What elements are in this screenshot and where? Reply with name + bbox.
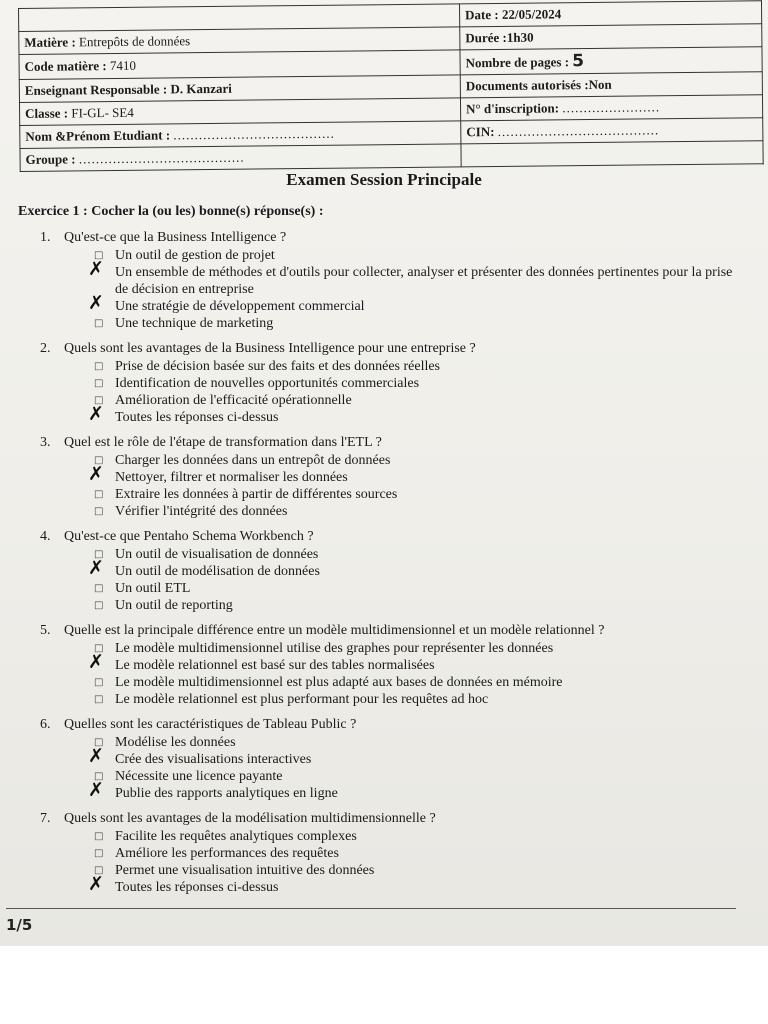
code-label: Code matière :: [24, 58, 107, 74]
checkbox-icon[interactable]: □: [94, 549, 104, 560]
question-text: [40, 811, 740, 827]
answer-option[interactable]: [40, 315, 740, 332]
handwritten-check-icon[interactable]: ✗: [88, 873, 104, 895]
duree-label: Durée :: [465, 29, 507, 46]
option-label: Le modèle multidimensionnel est plus adapté aux bases de données en mémoire: [115, 675, 563, 690]
answer-option[interactable]: [40, 463, 740, 486]
option-label: Une technique de marketing: [115, 316, 274, 331]
cin-label: CIN:: [466, 124, 495, 140]
answer-option[interactable]: [40, 779, 740, 802]
answer-option[interactable]: [40, 691, 740, 708]
question-number: 2.: [40, 341, 51, 356]
handwritten-check-icon[interactable]: ✗: [88, 292, 104, 314]
option-label: Le modèle relationnel est basé sur des tables normalisées: [115, 658, 435, 673]
documents-label: Documents autorisés :: [465, 77, 589, 94]
answer-option[interactable]: [40, 503, 740, 520]
checkbox-icon[interactable]: □: [94, 600, 104, 611]
question-number: 5.: [40, 623, 51, 638]
option-label: Un ensemble de méthodes et d'outils pour collecter, analyser et présenter des données pertinentes pour la prise de décision en entreprise: [115, 265, 733, 297]
question-number: 1.: [40, 230, 51, 245]
groupe-row: [20, 144, 461, 172]
question-text: [40, 623, 740, 639]
code-value: 7410: [109, 57, 136, 74]
answer-option[interactable]: [40, 828, 740, 845]
inscription-cell: [460, 95, 762, 121]
answer-option[interactable]: [40, 403, 740, 426]
handwritten-check-icon[interactable]: ✗: [88, 651, 104, 673]
question-6: [40, 717, 740, 802]
option-label: Permet une visualisation intuitive des données: [115, 863, 375, 878]
answer-option[interactable]: [40, 862, 740, 879]
documents-cell: [460, 72, 762, 98]
question-label: Quels sont les avantages de la Business Intelligence pour une entreprise ?: [64, 341, 476, 356]
question-label: Qu'est-ce que Pentaho Schema Workbench ?: [64, 529, 314, 544]
question-number: 3.: [40, 435, 51, 450]
page-number: 1/5: [6, 916, 33, 934]
question-text: [40, 230, 740, 246]
option-label: Modélise les données: [115, 735, 236, 750]
option-label: Facilite les requêtes analytiques complexes: [115, 829, 357, 844]
question-label: Quelle est la principale différence entre un modèle multidimensionnel et un modèle relationnel ?: [64, 623, 605, 638]
question-text: [40, 717, 740, 733]
question-label: Qu'est-ce que la Business Intelligence ?: [64, 230, 287, 245]
checkbox-icon[interactable]: □: [94, 455, 104, 466]
groupe-label: Groupe :: [25, 151, 76, 167]
answer-option[interactable]: [40, 597, 740, 614]
checkbox-icon[interactable]: □: [94, 378, 104, 389]
exam-title: Examen Session Principale: [286, 170, 482, 189]
option-label: Un outil ETL: [115, 581, 191, 596]
documents-value: Non: [588, 76, 612, 93]
answer-option[interactable]: [40, 768, 740, 785]
answer-option[interactable]: [40, 845, 740, 862]
duree-cell: [460, 24, 762, 50]
classe-value: FI-GL- SE4: [71, 104, 134, 121]
checkbox-icon[interactable]: □: [94, 694, 104, 705]
classe-label: Classe :: [25, 105, 69, 121]
answer-option[interactable]: [40, 580, 740, 597]
checkbox-icon[interactable]: □: [94, 831, 104, 842]
answer-option[interactable]: [40, 640, 740, 657]
question-7: [40, 811, 740, 896]
handwritten-check-icon[interactable]: ✗: [88, 258, 104, 280]
option-label: Une stratégie de développement commercial: [115, 299, 365, 314]
checkbox-icon[interactable]: □: [94, 318, 104, 329]
answer-option[interactable]: [40, 557, 740, 580]
answer-option[interactable]: [40, 358, 740, 375]
question-label: Quel est le rôle de l'étape de transformation dans l'ETL ?: [64, 435, 382, 450]
checkbox-icon[interactable]: □: [94, 737, 104, 748]
date-label: Date :: [465, 6, 499, 23]
checkbox-icon[interactable]: □: [94, 395, 104, 406]
matiere-label: Matière :: [24, 34, 76, 50]
pages-cell: [460, 47, 762, 75]
answer-option[interactable]: [40, 258, 740, 298]
option-label: Prise de décision basée sur des faits et des données réelles: [115, 359, 441, 374]
option-label: Améliore les performances des requêtes: [115, 846, 339, 861]
option-label: Un outil de gestion de projet: [115, 248, 275, 263]
question-3: [40, 435, 740, 520]
footer-divider: [6, 908, 736, 909]
option-label: Publie des rapports analytiques en ligne: [115, 786, 338, 801]
answer-option[interactable]: [40, 486, 740, 503]
duree-value: 1h30: [506, 29, 534, 45]
answer-option[interactable]: [40, 674, 740, 691]
checkbox-icon[interactable]: □: [94, 865, 104, 876]
answer-option[interactable]: [40, 292, 740, 315]
question-4: [40, 529, 740, 614]
question-2: [40, 341, 740, 426]
checkbox-icon[interactable]: □: [94, 848, 104, 859]
exercise-title: Exercice 1 : Cocher la (ou les) bonne(s) réponse(s) :: [18, 204, 324, 219]
option-label: Nettoyer, filtrer et normaliser les données: [115, 470, 348, 485]
handwritten-check-icon[interactable]: ✗: [88, 557, 104, 579]
checkbox-icon[interactable]: □: [94, 677, 104, 688]
option-label: Extraire les données à partir de différentes sources: [115, 487, 398, 502]
cin-cell: [461, 118, 763, 144]
handwritten-check-icon[interactable]: ✗: [88, 745, 104, 767]
option-label: Un outil de modélisation de données: [115, 564, 320, 579]
date-value: 22/05/2024: [501, 6, 562, 22]
question-label: Quels sont les avantages de la modélisation multidimensionnelle ?: [64, 811, 436, 826]
option-label: Un outil de visualisation de données: [115, 547, 319, 562]
date-cell: [459, 1, 761, 27]
checkbox-icon[interactable]: □: [94, 361, 104, 372]
enseignant-value: D. Kanzari: [170, 80, 232, 97]
answer-option[interactable]: [40, 745, 740, 768]
checkbox-icon[interactable]: □: [94, 506, 104, 517]
nom-dots: ......................................: [173, 125, 335, 143]
question-text: [40, 341, 740, 357]
answer-option[interactable]: [40, 452, 740, 469]
header-table: [18, 0, 764, 172]
checkbox-icon[interactable]: □: [94, 489, 104, 500]
answer-option[interactable]: [40, 247, 740, 264]
question-text: [40, 529, 740, 545]
answer-option[interactable]: [40, 873, 740, 896]
option-label: Le modèle multidimensionnel utilise des graphes pour représenter les données: [115, 641, 554, 656]
option-label: Vérifier l'intégrité des données: [115, 504, 288, 519]
option-label: Amélioration de l'efficacité opérationnelle: [115, 393, 352, 408]
option-label: Identification de nouvelles opportunités commerciales: [115, 376, 420, 391]
empty-cell: [461, 141, 763, 167]
answer-option[interactable]: [40, 651, 740, 674]
option-label: Charger les données dans un entrepôt de données: [115, 453, 391, 468]
question-number: 7.: [40, 811, 51, 826]
pages-value: 5: [572, 51, 585, 72]
matiere-value: Entrepôts de données: [78, 33, 191, 50]
checkbox-icon[interactable]: □: [94, 583, 104, 594]
enseignant-label: Enseignant Responsable :: [24, 81, 168, 98]
option-label: Toutes les réponses ci-dessus: [115, 880, 279, 895]
handwritten-check-icon[interactable]: ✗: [88, 463, 104, 485]
answer-option[interactable]: [40, 546, 740, 563]
question-5: [40, 623, 740, 708]
checkbox-icon[interactable]: □: [94, 771, 104, 782]
cin-dots: ......................................: [497, 122, 660, 139]
answer-option[interactable]: [40, 375, 740, 392]
question-label: Quelles sont les caractéristiques de Tableau Public ?: [64, 717, 357, 732]
option-label: Un outil de reporting: [115, 598, 233, 613]
option-label: Nécessite une licence payante: [115, 769, 283, 784]
questions-list: [40, 230, 740, 905]
question-number: 4.: [40, 529, 51, 544]
question-number: 6.: [40, 717, 51, 732]
question-text: [40, 435, 740, 451]
option-label: Toutes les réponses ci-dessus: [115, 410, 279, 425]
checkbox-icon[interactable]: □: [94, 643, 104, 654]
nom-label: Nom &Prénom Etudiant :: [25, 127, 171, 144]
option-label: Le modèle relationnel est plus performant pour les requêtes ad hoc: [115, 692, 489, 707]
inscription-dots: .......................: [562, 99, 661, 116]
pages-label: Nombre de pages :: [465, 54, 570, 71]
question-1: [40, 230, 740, 332]
handwritten-check-icon[interactable]: ✗: [88, 403, 104, 425]
handwritten-check-icon[interactable]: ✗: [88, 779, 104, 801]
answer-option[interactable]: [40, 734, 740, 751]
inscription-label: N° d'inscription:: [466, 100, 560, 117]
option-label: Crée des visualisations interactives: [115, 752, 312, 767]
checkbox-icon[interactable]: □: [94, 250, 104, 261]
answer-option[interactable]: [40, 392, 740, 409]
groupe-dots: .......................................: [78, 149, 245, 167]
